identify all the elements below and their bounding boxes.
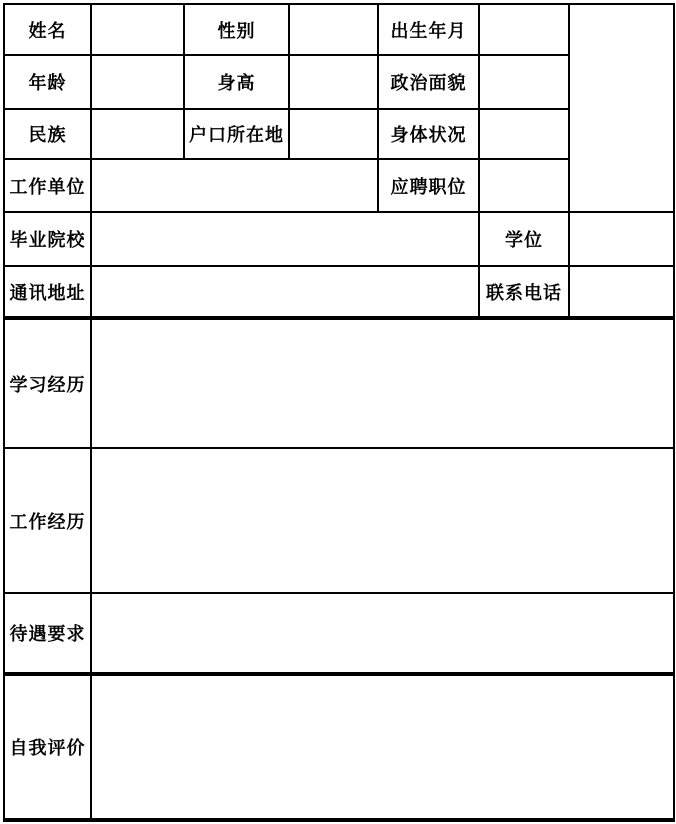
resume-form-table <box>3 3 675 822</box>
health-condition-value-cell[interactable] <box>479 109 569 159</box>
graduate-school-value-cell[interactable] <box>91 212 479 266</box>
ethnicity-value-cell[interactable] <box>91 109 184 159</box>
graduate-school-label: 毕业院校 <box>4 212 91 266</box>
education-history-value-cell[interactable] <box>91 318 674 448</box>
height-label: 身高 <box>184 55 289 109</box>
gender-label: 性别 <box>184 4 289 55</box>
household-registration-value-cell[interactable] <box>289 109 378 159</box>
political-status-label: 政治面貌 <box>378 55 479 109</box>
work-unit-value-cell[interactable] <box>91 159 378 212</box>
position-applied-label: 应聘职位 <box>378 159 479 212</box>
height-value-cell[interactable] <box>289 55 378 109</box>
gender-value-cell[interactable] <box>289 4 378 55</box>
ethnicity-label: 民族 <box>4 109 91 159</box>
salary-requirement-label: 待遇要求 <box>4 593 91 674</box>
education-history-label: 学习经历 <box>4 318 91 448</box>
degree-value-cell[interactable] <box>569 212 674 266</box>
age-value-cell[interactable] <box>91 55 184 109</box>
table-row <box>4 593 674 674</box>
position-applied-value-cell[interactable] <box>479 159 569 212</box>
self-evaluation-label: 自我评价 <box>4 674 91 820</box>
table-row <box>4 674 674 820</box>
name-value-cell[interactable] <box>91 4 184 55</box>
table-row <box>4 448 674 593</box>
age-label: 年龄 <box>4 55 91 109</box>
table-row <box>4 4 674 55</box>
mailing-address-label: 通讯地址 <box>4 266 91 318</box>
birth-date-value-cell[interactable] <box>479 4 569 55</box>
contact-phone-label: 联系电话 <box>479 266 569 318</box>
contact-phone-value-cell[interactable] <box>569 266 674 318</box>
table-row <box>4 212 674 266</box>
health-condition-label: 身体状况 <box>378 109 479 159</box>
table-row <box>4 266 674 318</box>
name-label: 姓名 <box>4 4 91 55</box>
table-row <box>4 318 674 448</box>
work-unit-label: 工作单位 <box>4 159 91 212</box>
work-history-label: 工作经历 <box>4 448 91 593</box>
mailing-address-value-cell[interactable] <box>91 266 479 318</box>
degree-label: 学位 <box>479 212 569 266</box>
salary-requirement-value-cell[interactable] <box>91 593 674 674</box>
work-history-value-cell[interactable] <box>91 448 674 593</box>
photo-cell[interactable] <box>569 4 674 212</box>
self-evaluation-value-cell[interactable] <box>91 674 674 820</box>
birth-date-label: 出生年月 <box>378 4 479 55</box>
household-registration-label: 户口所在地 <box>184 109 289 159</box>
political-status-value-cell[interactable] <box>479 55 569 109</box>
